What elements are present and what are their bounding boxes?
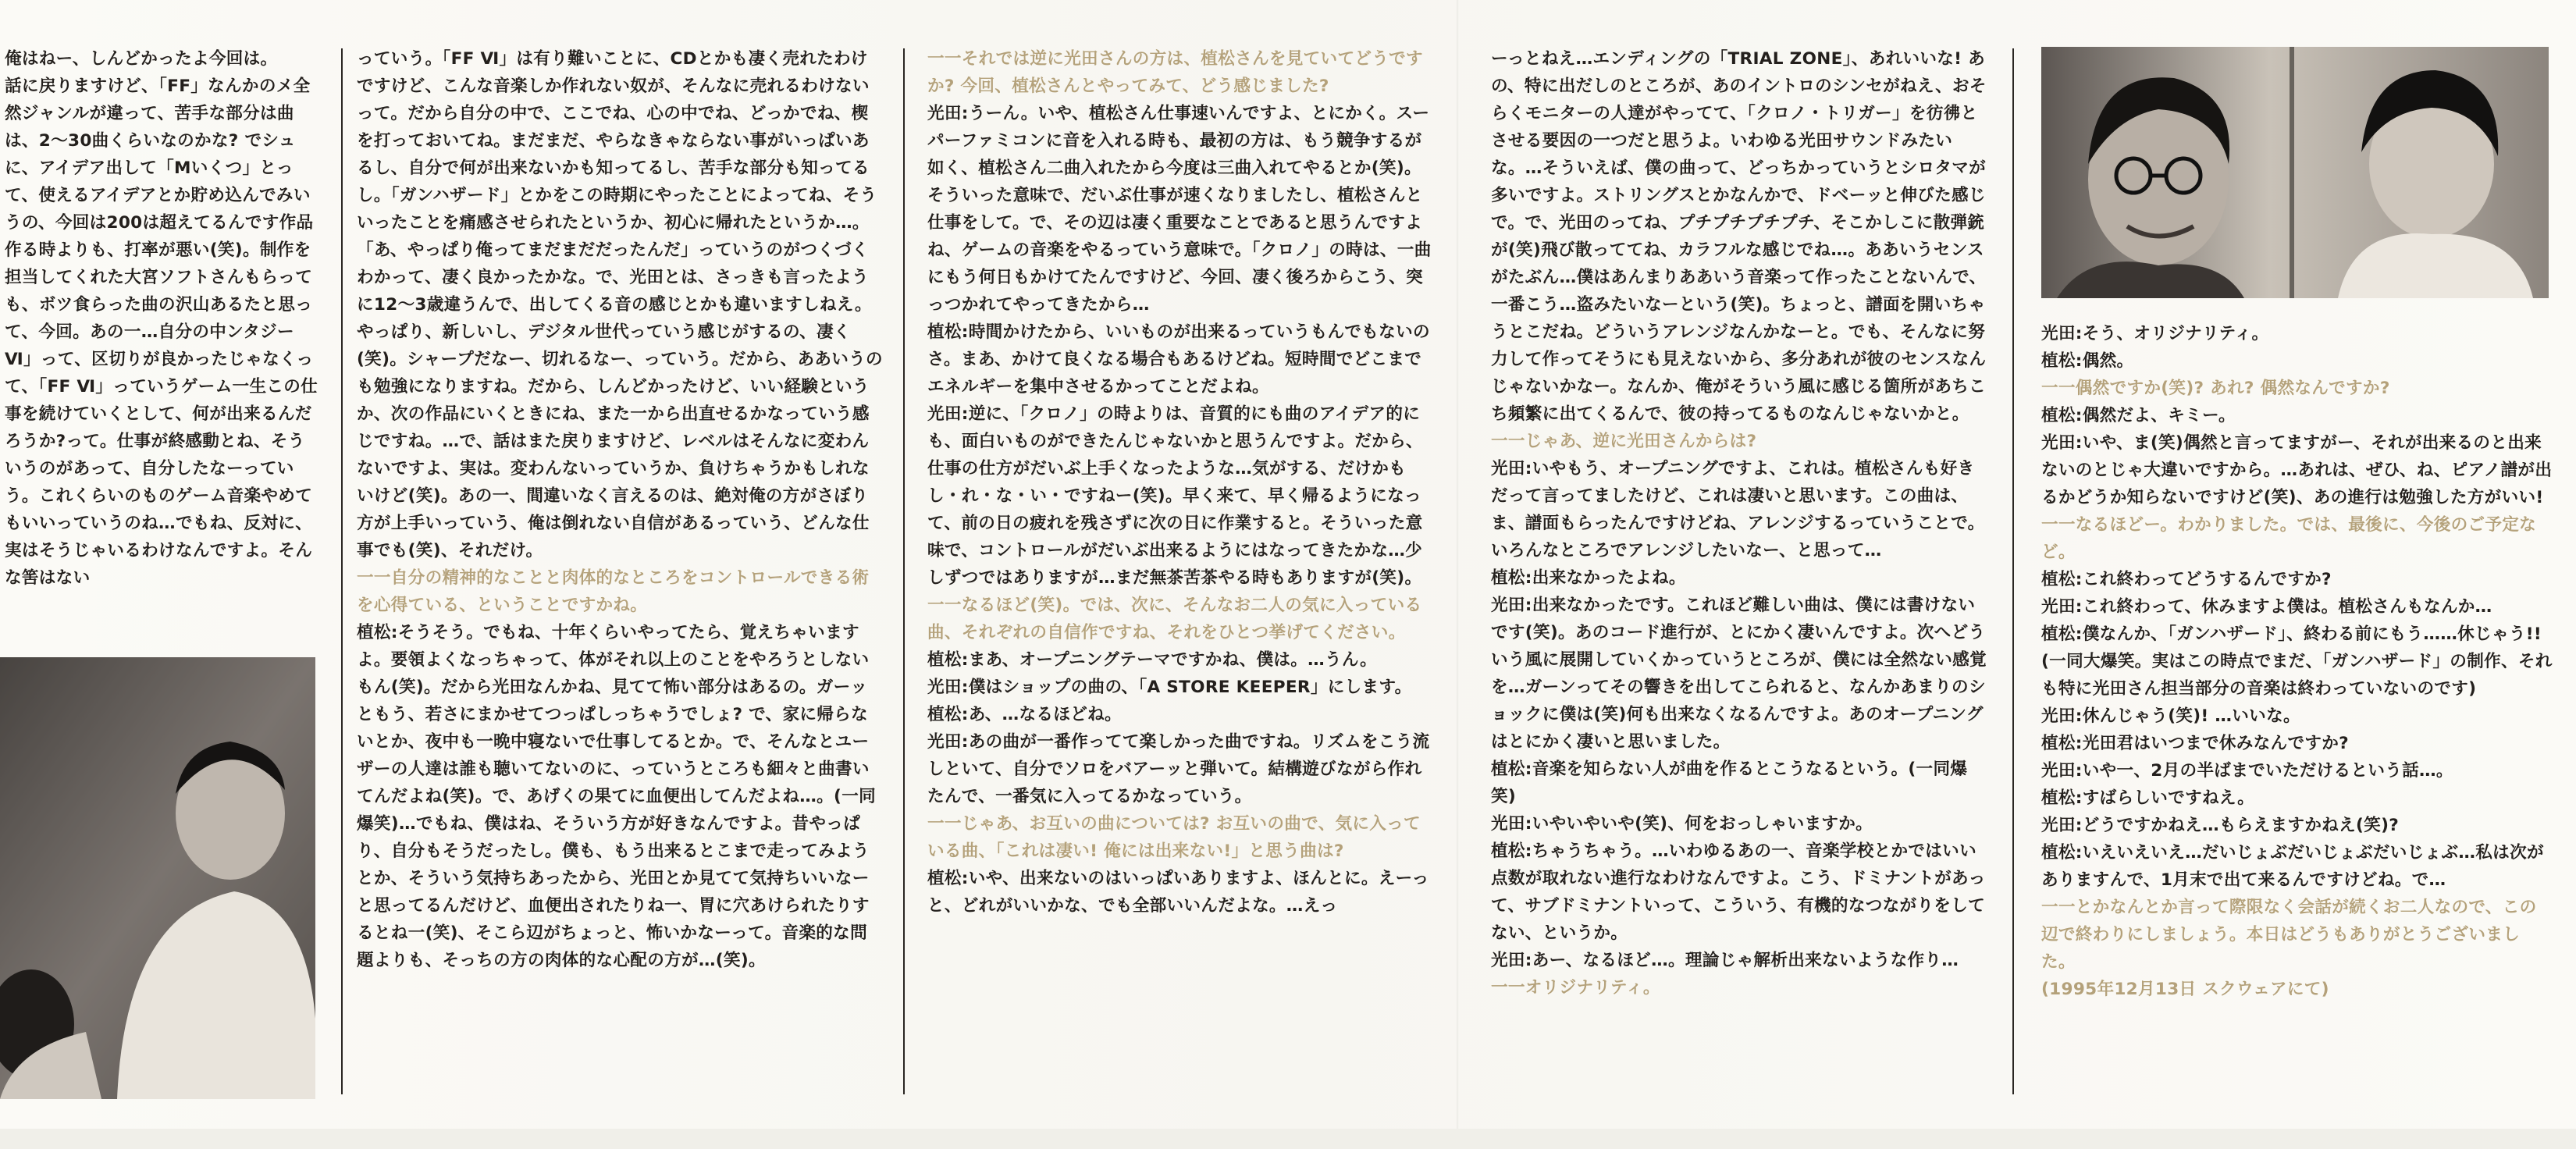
- photo-portrait-composers: [2041, 47, 2549, 298]
- text-column-1: [5, 45, 318, 662]
- paragraph: 植松:これ終わってどうするんですか?: [2041, 570, 2332, 589]
- interviewer-question: 一一じゃあ、逆に光田さんからは?: [1491, 432, 1757, 451]
- paragraph: 光田:逆に、「クロノ」の時よりは、音質的にも曲のアイデア的にも、面白いものができたんじゃないかと思うんですよ。だから、仕事の仕方がだいぶ上手くなったような…気がする、だけかもし・れ・な・い・ですねー(笑)。早く来て、早く帰るようになって、前の日の疲れを残さずに次の日に作業すると。そういった意味で、コントロールがだいぶ出来るようにはなってきたかな…少しずつではありますが…まだ無茶苦茶やる時もありますが(笑)。: [927, 404, 1423, 588]
- paragraph: 光田:そう、オリジナリティ。: [2041, 324, 2269, 343]
- column-divider: [2012, 48, 2014, 1094]
- interviewer-question: 一一それでは逆に光田さんの方は、植松さんを見ていてどうですか? 今回、植松さんとやってみて、どう感じました?: [927, 49, 1423, 96]
- paragraph: 光田:いや一、2月の半ばまでいただけるという話…。: [2041, 761, 2453, 781]
- paragraph: 光田:僕はショップの曲の、「A STORE KEEPER」にします。: [927, 678, 1412, 697]
- interviewer-question: 一一オリジナリティ。: [1491, 978, 1660, 998]
- paragraph: 光田:あの曲が一番作ってて楽しかった曲ですね。リズムをこう流しといて、自分でソロをバアーッと弾いて。結構遊びながら作れたんで、一番気に入ってるかなっていう。: [927, 732, 1430, 806]
- paragraph: 植松:ちゃうちゃう。…いわゆるあの一、音楽学校とかではいい点数が取れない進行なわけなんですよ。こう、ドミナントがあって、サブドミナントいって、こういう、有機的なつながりをしてない、というか。: [1491, 841, 1986, 943]
- paragraph: 植松:音楽を知らない人が曲を作るとこうなるという。(一同爆笑): [1491, 759, 1968, 806]
- paragraph: 植松:時間かけたから、いいものが出来るっていうもんでもないのさ。まあ、かけて良くなる場合もあるけどね。短時間でどこまでエネルギーを集中させるかってことだよね。: [927, 322, 1430, 397]
- column-divider: [341, 48, 343, 1094]
- paragraph: 光田:出来なかったです。これほど難しい曲は、僕には書けないです(笑)。あのコード進行が、とにかく凄いんですよ。次へどういう風に展開していくかっていうところが、僕には全然ない感覚を…ガーンってその響きを出してこられると、なんかあまりのショックに僕は(笑)何も出来なくなるんですよ。あのオープニングはとにかく凄いと思いました。: [1491, 596, 1987, 752]
- paragraph: 植松:まあ、オープニングテーマですかね、僕は。…うん。: [927, 650, 1378, 670]
- interviewer-question: 一一とかなんとか言って際限なく会話が続くお二人なので、この辺で終わりにしましょう。本日はどうもありがとうございました。: [2041, 898, 2537, 972]
- paragraph: 植松:偶然。: [2041, 351, 2134, 371]
- interviewer-question: 一一なるほど(笑)。では、次に、そんなお二人の気に入っている曲、それぞれの自信作ですね、それをひとつ挙げてください。: [927, 596, 1422, 642]
- interviewer-question: 一一自分の精神的なことと肉体的なところをコントロールできる術を心得ている、ということですかね。: [357, 568, 870, 615]
- photo-two-men-at-studio: [0, 657, 315, 1099]
- paragraph: 光田:いやもう、オープニングですよ、これは。植松さんも好きだって言ってましたけど、これは凄いと思います。この曲は、ま、譜面もらったんですけどね、アレンジするっていうことで。いろんなところでアレンジしたいなー、と思って…: [1491, 459, 1985, 560]
- paragraph: 光田:これ終わって、休みますよ僕は。植松さんもなんか…: [2041, 597, 2492, 617]
- photo-illustration: [2041, 47, 2549, 298]
- paragraph: 植松:すばらしいですねえ。: [2041, 788, 2254, 808]
- text-column-2: [357, 45, 883, 1107]
- page-bottom-edge: [0, 1129, 2576, 1149]
- interviewer-question: 一一じゃあ、お互いの曲については? お互いの曲で、気に入っている曲、「これは凄い! 俺には出来ない!」と思う曲は?: [927, 814, 1421, 861]
- paragraph: 植松:出来なかったよね。: [1491, 568, 1686, 588]
- paragraph: 植松:いや、出来ないのはいっぱいありますよ、ほんとに。えーっと、どれがいいかな、でも全部いいんだよな。…えっ: [927, 869, 1429, 916]
- interview-date-note: (1995年12月13日 スクウェアにて): [2041, 980, 2329, 999]
- text-column-3: [927, 45, 1437, 1107]
- paragraph: 光田:あー、なるほど…。理論じゃ解析出来ないような作り…: [1491, 951, 1959, 970]
- paragraph: 光田:いや、ま(笑)偶然と言ってますがー、それが出来るのと出来ないのとじゃ大違いですから。…あれは、ぜひ、ね、ピアノ譜が出るかどうか知らないですけど(笑)、あの進行は勉強した方がいい!: [2041, 433, 2553, 507]
- column-divider: [903, 48, 905, 1094]
- photo-illustration: [0, 657, 315, 1099]
- paragraph: 植松:偶然だよ、キミー。: [2041, 406, 2236, 425]
- paragraph: 光田:どうですかねえ…もらえますかねえ(笑)?: [2041, 816, 2400, 835]
- paragraph: っていう。「FF Ⅵ」は有り難いことに、CDとかも凄く売れたわけですけど、こんな音楽しか作れない奴が、そんなに売れるわけないって。だから自分の中で、ここでね、心の中でね、どっかでね、楔を打っておいてね。まだまだ、やらなきゃならない事がいっぱいあるし、自分で何が出来ないかも知ってるし、苦手な部分も知ってるし。「ガンハザード」とかをこの時期にやったことによってね、そういったことを痛感させられたというか、初心に帰れたというか…。「あ、やっぱり俺ってまだまだだったんだ」っていうのがつくづくわかって、凄く良かったかな。で、光田とは、さっきも言ったように12〜3歳違うんで、出してくる音の感じとかも違いますしねえ。やっぱり、新しいし、デジタル世代っていう感じがするの、凄く(笑)。シャープだなー、切れるなー、っていう。だから、ああいうのも勉強になりますね。だから、しんどかったけど、いい経験というか、次の作品にいくときにね、また一から出直せるかなっていう感じですね。…で、話はまた戻りますけど、レベルはそんなに変わんないですよ、実は。変わんないっていうか、負けちゃうかもしれないけど(笑)。あの一、間違いなく言えるのは、絶対俺の方がさぼり方が上手いっていう、俺は倒れない自信があるっていう、どんな仕事でも(笑)、それだけ。: [357, 49, 883, 560]
- paragraph: 植松:光田君はいつまで休みなんですか?: [2041, 734, 2349, 753]
- paragraph: 光田:うーん。いや、植松さん仕事速いんですよ、とにかく。スーパーファミコンに音を入れる時も、最初の方は、もう競争するが如く、植松さん二曲入れたから今度は三曲入れてやるとか(笑)。そういった意味で、だいぶ仕事が速くなりましたし、植松さんと仕事をして。で、その辺は凄く重要なことであると思うんですよね、ゲームの音楽をやるっていう意味で。「クロノ」の時は、一曲にもう何日もかけてたんですけど、今回、凄く後ろからこう、突っつかれてやってきたから…: [927, 104, 1432, 315]
- paragraph: 植松:あ、…なるほどね。: [927, 705, 1122, 724]
- paragraph: 光田:いやいやいや(笑)、何をおっしゃいますか。: [1491, 814, 1873, 834]
- paragraph: 光田:休んじゃう(笑)! …いいな。: [2041, 706, 2300, 726]
- paragraph: 俺はねー、しんどかったよ今回は。: [5, 49, 278, 69]
- page-fold: [1457, 0, 1459, 1149]
- interviewer-question: 一一偶然ですか(笑)? あれ? 偶然なんですか?: [2041, 379, 2390, 398]
- paragraph: ーっとねえ…エンディングの「TRIAL ZONE」、あれいいな! あの、特に出だしのところが、あのイントロのシンセがねえ、おそらくモニターの人達がやってて、「クロノ・トリガー」を彷彿とさせる要因の一つだと思うよ。いわゆる光田サウンドみたいな。…そういえば、僕の曲って、どっちかっていうとシロタマが多いですよ。ストリングスとかなんかで、ドベーッと伸びた感じで。で、光田のってね、プチプチプチプチ、そこかしこに散弾銃が(笑)飛び散っててね、カラフルな感じでね…。ああいうセンスがたぶん…僕はあんまりああいう音楽って作ったことないんで、一番こう…盗みたいなーという(笑)。ちょっと、譜面を開いちゃうとこだね。どういうアレンジなんかなーと。でも、そんなに努力して作ってそうにも見えないから、多分あれが彼のセンスなんじゃないかなー。なんか、俺がそういう風に感じる箇所があちこち頻繁に出てくるんで、彼の持ってるものなんじゃないかと。: [1491, 49, 1987, 424]
- paragraph: 話に戻りますけど、「FF」なんかのメ全然ジャンルが違って、苦手な部分は曲は、2〜30曲くらいなのかな? でシュに、アイデア出して「Mいくつ」とって、使えるアイデアとか貯め込んでみいうの、今回は200は超えてるんです作品作る時よりも、打率が悪い(笑)。制作を担当してくれた大宮ソフトさんもらっても、ボツ食らった曲の沢山あるたと思って、今回。あの一…自分の中ンタジーⅥ」って、区切りが良かったじゃなくって、「FF Ⅵ」っていうゲーム一生この仕事を続けていくとして、何が出来るんだろうか?って。仕事が終感動とね、そういうのがあって、自分したなーっていう。これくらいのものゲーム音楽やめてもいいっていうのね…でもね、反対に、実はそうじゃいるわけなんですよ。そんな筈はない: [5, 76, 318, 588]
- paragraph: 植松:いえいえいえ…だいじょぶだいじょぶだいじょぶ…私は次がありますんで、1月末で出て来るんですけどね。で…: [2041, 843, 2544, 890]
- paragraph: 植松:僕なんか、「ガンハザード」、終わる前にもう……休じゃう!! (一同大爆笑。実はこの時点でまだ、「ガンハザード」の制作、それも特に光田さん担当部分の音楽は終わっていないのです): [2041, 624, 2553, 699]
- text-column-4: [1491, 45, 1991, 1107]
- interviewer-question: 一一なるほどー。わかりました。では、最後に、今後のご予定など。: [2041, 515, 2537, 562]
- paragraph: 植松:そうそう。でもね、十年くらいやってたら、覚えちゃいますよ。要領よくなっちゃって、体がそれ以上のことをやろうとしないもん(笑)。だから光田なんかね、見てて怖い部分はあるの。ガーッともう、若さにまかせてつっぱしっちゃうでしょ? で、家に帰らないとか、夜中も一晩中寝ないで仕事してるとか。で、そんなとユーザーの人達は誰も聴いてないのに、っていうところも細々と曲書いてんだよね(笑)。で、あげくの果てに血便出してんだよね…。(一同爆笑)…でもね、僕はね、そういう方が好きなんですよ。昔やっぱり、自分もそうだったし。僕も、もう出来るとこまで走ってみようとか、そういう気持ちあったから、光田とか見てて気持ちいいなーと思ってるんだけど、血便出されたりね一、胃に穴あけられたりするとね一(笑)、そこら辺がちょっと、怖いかなーって。音楽的な問題よりも、そっちの方の肉体的な心配の方が…(笑)。: [357, 623, 876, 970]
- text-column-5: [2041, 320, 2553, 1108]
